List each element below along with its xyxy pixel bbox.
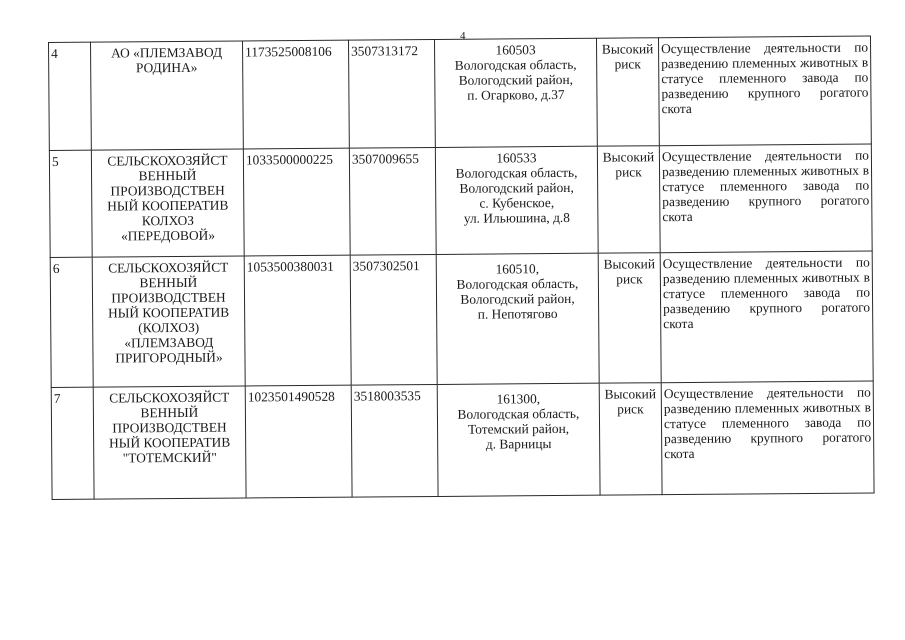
risk-category: Высокий риск [596, 38, 659, 146]
address-line: п. Непотягово [477, 306, 558, 322]
activity-description: Осуществление деятельности по разведению племенных животных в статусе племенного завода по разведению крупного рогатого скота [661, 381, 874, 495]
address-line: Вологодская область, [455, 164, 578, 181]
table-row [50, 251, 873, 387]
address-line: Тотемский район, [467, 420, 570, 437]
row-number: 6 [50, 257, 93, 387]
address-line: Вологодский район, [460, 290, 575, 307]
table-row [49, 36, 872, 150]
address-cell [437, 383, 600, 496]
row-number: 7 [51, 387, 94, 499]
address-line: 160533 [496, 150, 537, 166]
address-line: 160503 [495, 42, 536, 58]
address-line: Вологодская область, [456, 275, 579, 292]
address-cell [436, 253, 599, 384]
risk-category: Высокий риск [599, 383, 662, 495]
organization-name: СЕЛЬСКОХОЗЯЙСТ ВЕННЫЙ ПРОИЗВОДСТВЕН НЫЙ КООПЕРАТИВ КОЛХОЗ «ПЕРЕДОВОЙ» [91, 149, 244, 257]
address-line: 160510, [495, 261, 540, 277]
ogrn-value: 1053500380031 [244, 255, 351, 386]
row-number: 5 [49, 150, 92, 257]
organization-name: СЕЛЬСКОХОЗЯЙСТ ВЕННЫЙ ПРОИЗВОДСТВЕН НЫЙ КООПЕРАТИВ (КОЛХОЗ) «ПЛЕМЗАВОД ПРИГОРОДНЫЙ» [92, 256, 245, 387]
address-line: д. Варницы [485, 436, 552, 452]
address-line: Вологодский район, [458, 71, 573, 88]
address-line: Вологодская область, [454, 56, 577, 73]
activity-description: Осуществление деятельности по разведению племенных животных в статусе племенного завода по разведению крупного рогатого скота [660, 251, 873, 383]
row-number: 4 [49, 42, 92, 150]
risk-category: Высокий риск [598, 253, 661, 383]
table-row [49, 144, 872, 257]
address-line: Вологодская область, [457, 405, 580, 422]
activity-description: Осуществление деятельности по разведению племенных животных в статусе племенного завода по разведению крупного рогатого скота [658, 36, 871, 146]
address-line: 161300, [496, 391, 541, 407]
page-number: 4 [460, 30, 466, 42]
table-row [51, 381, 874, 499]
inn-value: 3507313172 [348, 39, 435, 148]
address-line: п. Огарково, д.37 [467, 86, 565, 103]
address-line: ул. Ильюшина, д.8 [463, 209, 570, 226]
address-line: с. Кубенское, [479, 195, 555, 211]
address-cell [435, 146, 598, 254]
risk-category: Высокий риск [597, 146, 660, 253]
inn-value: 3507009655 [349, 147, 436, 255]
inn-value: 3507302501 [350, 254, 437, 385]
address-line: Вологодский район, [459, 179, 574, 196]
inn-value: 3518003535 [351, 384, 438, 497]
registry-table-wrapper [48, 36, 874, 500]
ogrn-value: 1173525008106 [242, 40, 349, 149]
registry-table [48, 36, 875, 500]
ogrn-value: 1023501490528 [245, 385, 352, 498]
activity-description: Осуществление деятельности по разведению племенных животных в статусе племенного завода по разведению крупного рогатого скота [659, 144, 872, 253]
address-cell [434, 38, 597, 147]
organization-name: СЕЛЬСКОХОЗЯЙСТ ВЕННЫЙ ПРОИЗВОДСТВЕН НЫЙ КООПЕРАТИВ "ТОТЕМСКИЙ" [93, 386, 246, 499]
ogrn-value: 1033500000225 [243, 148, 350, 256]
organization-name: АО «ПЛЕМЗАВОД РОДИНА» [91, 41, 244, 150]
